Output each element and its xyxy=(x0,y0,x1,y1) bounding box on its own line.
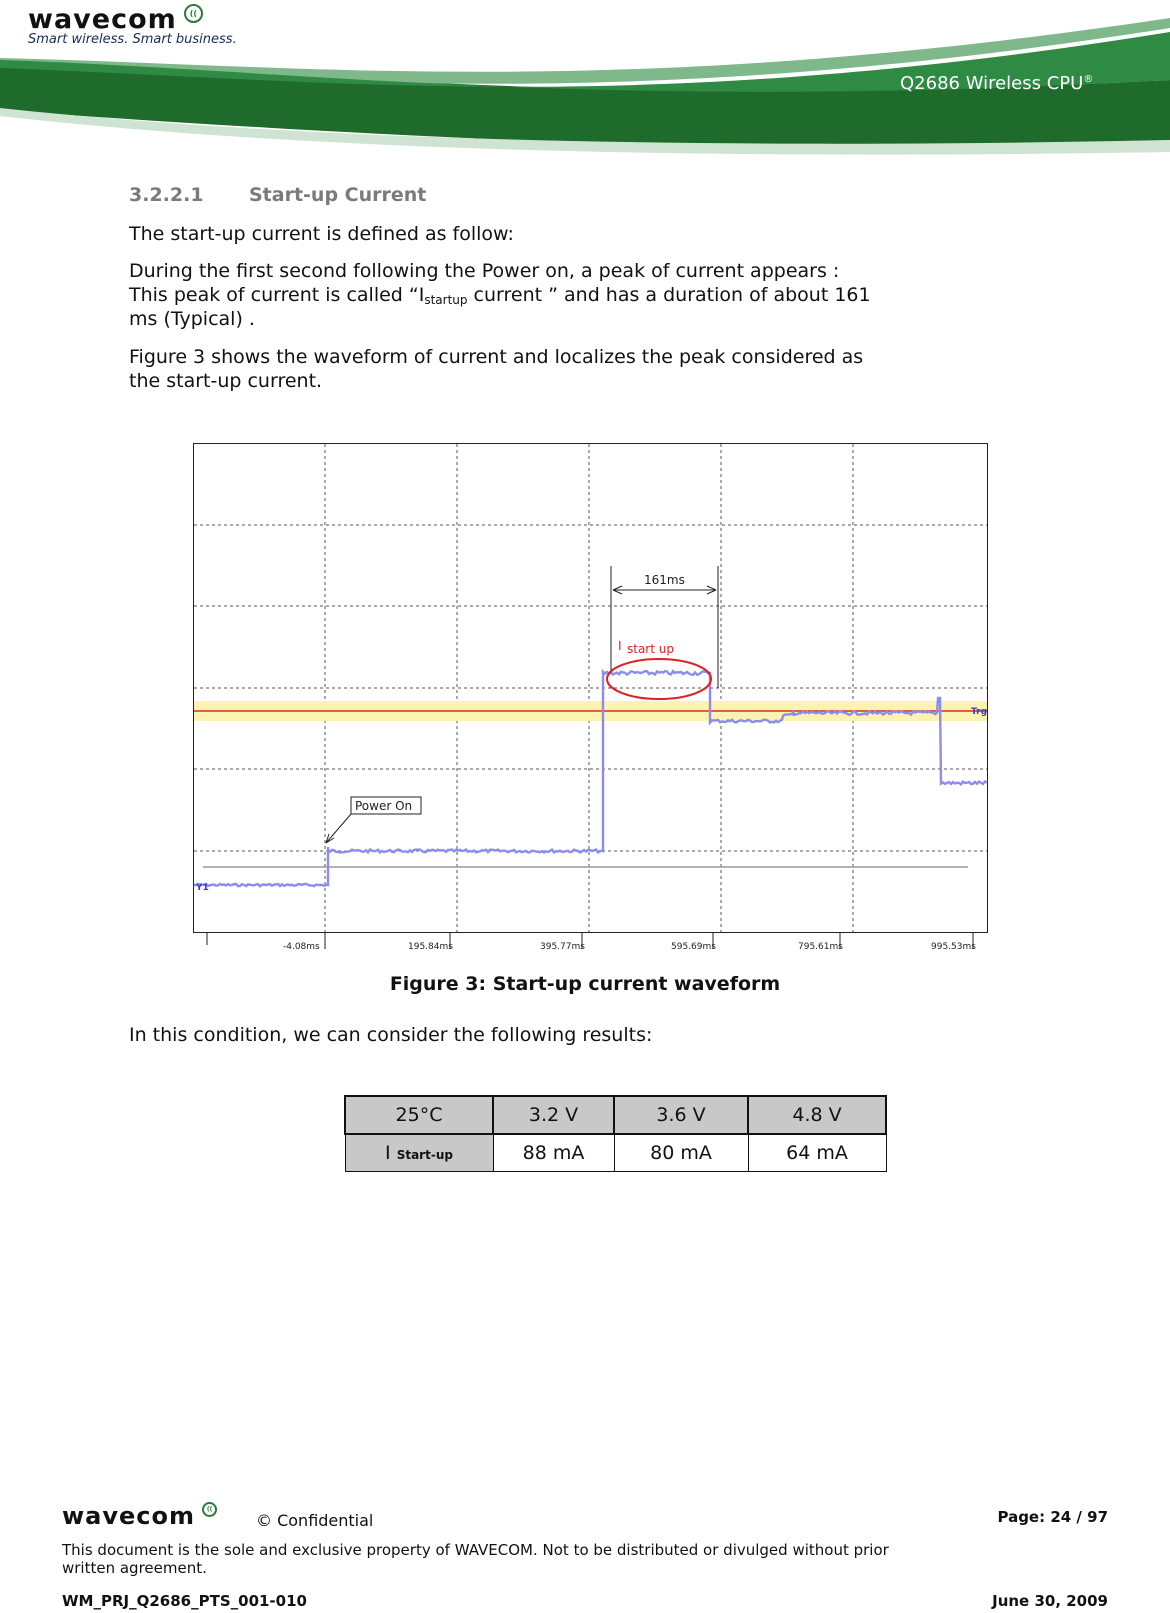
footer-page-number: Page: 24 / 97 xyxy=(997,1508,1108,1526)
paragraph-peak-description xyxy=(129,259,1049,331)
text-fragment: This peak of current is called “I xyxy=(129,284,425,306)
footer-confidential: © Confidential xyxy=(256,1511,374,1530)
paragraph-line: Figure 3 shows the waveform of current and localizes the peak considered as xyxy=(129,346,864,368)
results-table xyxy=(344,1095,887,1172)
product-title xyxy=(900,73,1093,94)
table-header-cell: 3.6 V xyxy=(614,1096,748,1134)
paragraph-line: the start-up current. xyxy=(129,370,323,392)
table-row-label xyxy=(345,1134,493,1172)
power-on-label: Power On xyxy=(355,799,413,813)
table-header-cell: 25°C xyxy=(345,1096,493,1134)
duration-label: 161ms xyxy=(644,573,685,587)
row-label-i: I xyxy=(385,1142,391,1164)
paragraph-line: ms (Typical) . xyxy=(129,308,255,330)
footer-notice-line: This document is the sole and exclusive property of WAVECOM. Not to be distributed or divulged without prior xyxy=(62,1541,889,1559)
header-logo xyxy=(28,4,203,35)
figure-caption: Figure 3: Start-up current waveform xyxy=(389,973,781,995)
time-axis xyxy=(283,933,976,952)
section-number: 3.2.2.1 xyxy=(129,184,204,206)
time-tick-label: 595.69ms xyxy=(671,942,716,952)
product-title-text: Q2686 Wireless CPU xyxy=(900,73,1084,94)
table-header-row xyxy=(345,1096,886,1134)
row-label-subscript: Start-up xyxy=(396,1148,453,1162)
registered-mark: ® xyxy=(1083,74,1094,85)
channel-label: Y1 xyxy=(196,883,209,893)
paragraph-line: During the first second following the Power on, a peak of current appears : xyxy=(129,260,840,282)
wireless-wave-icon: (( xyxy=(202,1502,217,1517)
startup-subscript: startup xyxy=(424,293,468,307)
paragraph-definition: The start-up current is defined as follow: xyxy=(129,223,514,245)
table-cell: 88 mA xyxy=(493,1134,614,1172)
table-cell: 64 mA xyxy=(748,1134,886,1172)
footer-logo-wordmark: wavecom xyxy=(62,1502,196,1530)
table-row xyxy=(345,1134,886,1172)
table-cell: 80 mA xyxy=(614,1134,748,1172)
wireless-wave-icon: (( xyxy=(184,4,203,23)
istartup-label-i: I xyxy=(618,639,622,653)
istartup-label-sub: start up xyxy=(627,642,674,656)
table-header-cell: 4.8 V xyxy=(748,1096,886,1134)
text-fragment: current ” and has a duration of about 161 xyxy=(467,284,871,306)
time-tick-label: 195.84ms xyxy=(408,942,453,952)
time-tick-label: -4.08ms xyxy=(283,942,320,952)
waveform-figure xyxy=(193,443,988,953)
section-title: Start-up Current xyxy=(249,184,427,206)
paragraph-figure-reference xyxy=(129,345,1049,393)
table-header-cell: 3.2 V xyxy=(493,1096,614,1134)
time-tick-label: 995.53ms xyxy=(931,942,976,952)
paragraph-results-intro: In this condition, we can consider the following results: xyxy=(129,1024,653,1046)
time-tick-label: 395.77ms xyxy=(540,942,585,952)
footer-doc-ref: WM_PRJ_Q2686_PTS_001-010 xyxy=(62,1592,307,1610)
section-heading xyxy=(129,184,426,206)
paragraph-line xyxy=(129,283,1049,307)
footer-date: June 30, 2009 xyxy=(992,1592,1108,1610)
footer-logo xyxy=(62,1502,217,1530)
footer-notice-line: written agreement. xyxy=(62,1559,207,1577)
trigger-label: Trg xyxy=(971,707,988,717)
header-tagline: Smart wireless. Smart business. xyxy=(28,32,237,47)
footer-notice xyxy=(62,1541,1112,1577)
time-tick-label: 795.61ms xyxy=(798,942,843,952)
logo-wordmark: wavecom xyxy=(28,4,177,35)
